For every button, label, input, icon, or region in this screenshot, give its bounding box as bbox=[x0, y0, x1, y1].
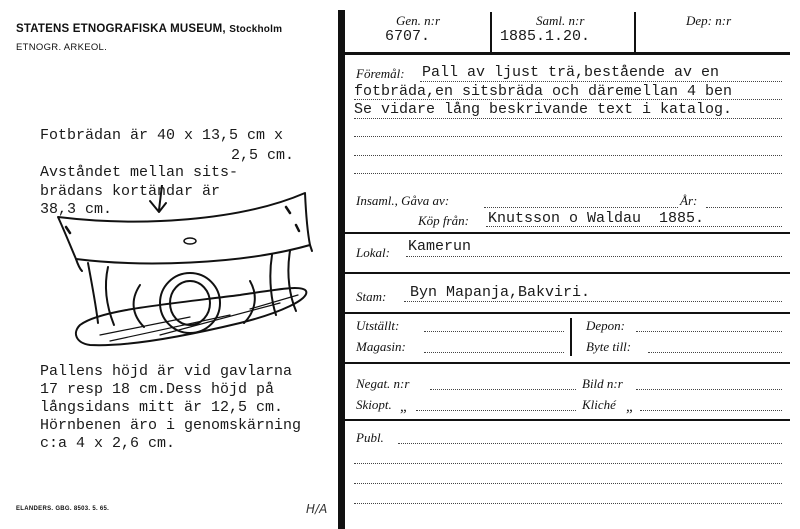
museum-name: STATENS ETNOGRAFISKA MUSEUM, bbox=[16, 23, 226, 35]
skiopt-ditto: „ bbox=[400, 399, 407, 415]
stam-value: Byn Mapanja,Bakviri. bbox=[410, 284, 591, 301]
divider bbox=[634, 12, 636, 52]
divider bbox=[490, 12, 492, 52]
size-note-line2: 2,5 cm. bbox=[231, 147, 295, 164]
height-note-line: 17 resp 18 cm.Dess höjd på bbox=[40, 381, 275, 398]
depon-label: Depon: bbox=[586, 318, 625, 333]
publ-label: Publ. bbox=[356, 430, 384, 445]
section-rule bbox=[345, 232, 790, 234]
card-binding-edge bbox=[338, 10, 345, 529]
lokal-label: Lokal: bbox=[356, 245, 390, 260]
gen-label: Gen. n:r bbox=[396, 13, 441, 28]
museum-city: Stockholm bbox=[229, 24, 283, 35]
kop-value: Knutsson o Waldau 1885. bbox=[488, 210, 705, 227]
divider bbox=[570, 318, 572, 356]
size-note-line1: Fotbrädan är 40 x 13,5 cm x bbox=[40, 127, 284, 144]
section-rule bbox=[345, 312, 790, 314]
foremal-line: Pall av ljust trä,bestående av en bbox=[422, 64, 720, 81]
kliche-ditto: „ bbox=[626, 399, 633, 415]
height-notes bbox=[40, 363, 301, 453]
stam-label: Stam: bbox=[356, 289, 387, 304]
skiopt-label: Skiopt. bbox=[356, 397, 392, 412]
museum-header bbox=[16, 23, 282, 35]
foremal-line: Se vidare lång beskrivande text i katalog. bbox=[354, 101, 733, 118]
height-note-line: Hörnbenen äro i genomskärning bbox=[40, 417, 302, 434]
saml-value: 1885.1.20. bbox=[500, 28, 591, 45]
saml-label: Saml. n:r bbox=[536, 13, 585, 28]
bild-label: Bild n:r bbox=[582, 376, 623, 391]
section-rule bbox=[345, 419, 790, 421]
distance-note-line2: brädans kortändar är bbox=[40, 183, 221, 200]
height-note-line: långsidans mitt är 12,5 cm. bbox=[40, 399, 284, 416]
pencil-note: H/A bbox=[306, 502, 328, 516]
negat-label: Negat. n:r bbox=[356, 376, 410, 391]
distance-note-line1: Avståndet mellan sits- bbox=[40, 164, 239, 181]
dep-label: Dep: n:r bbox=[686, 13, 732, 28]
byte-label: Byte till: bbox=[586, 339, 632, 354]
utstallt-label: Utställt: bbox=[356, 318, 400, 333]
ar-label: År: bbox=[680, 193, 698, 208]
section-rule bbox=[345, 272, 790, 274]
section-rule bbox=[345, 362, 790, 364]
magasin-label: Magasin: bbox=[356, 339, 406, 354]
lokal-value: Kamerun bbox=[408, 238, 472, 255]
height-note-line: c:a 4 x 2,6 cm. bbox=[40, 435, 176, 452]
stool-sketch bbox=[40, 185, 340, 365]
foremal-label: Föremål: bbox=[356, 66, 405, 81]
kliche-label: Kliché bbox=[582, 397, 616, 412]
height-note-line: Pallens höjd är vid gavlarna bbox=[40, 363, 293, 380]
gen-value: 6707. bbox=[385, 28, 431, 45]
header-rule bbox=[345, 52, 790, 55]
distance-note-line3: 38,3 cm. bbox=[40, 201, 113, 218]
department-label: ETNOGR. ARKEOL. bbox=[16, 42, 108, 53]
insaml-label: Insaml., Gåva av: bbox=[356, 193, 450, 208]
foremal-line: fotbräda,en sitsbräda och däremellan 4 ben bbox=[354, 83, 733, 100]
kop-label: Köp från: bbox=[418, 213, 469, 228]
printer-mark: ELANDERS. GBG. 8503. 5. 65. bbox=[16, 506, 110, 512]
